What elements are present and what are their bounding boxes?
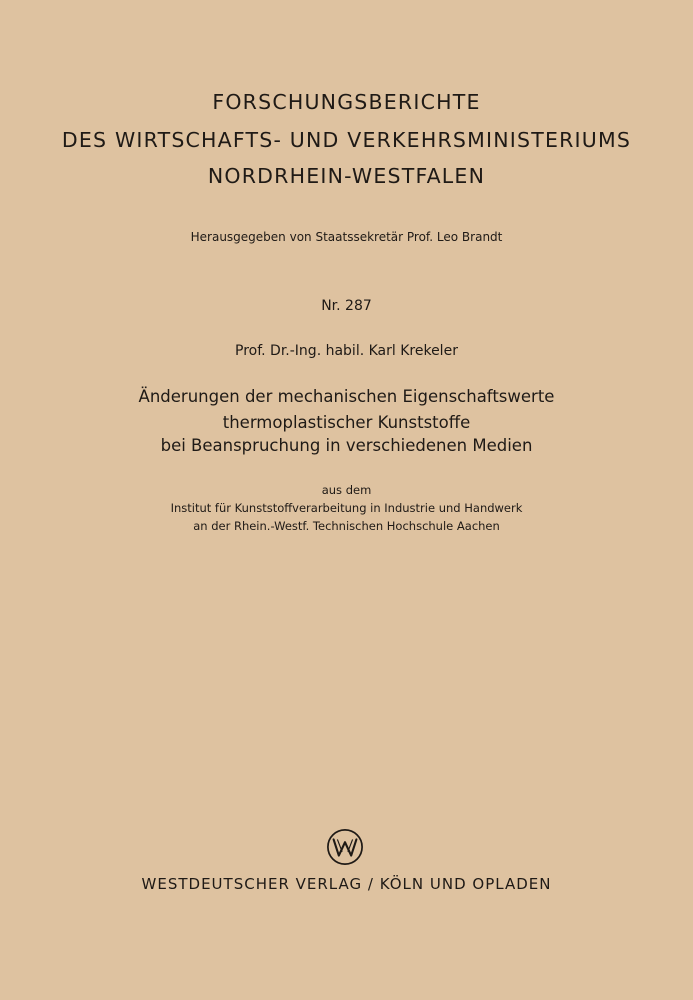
series-title-line-2: DES WIRTSCHAFTS- UND VERKEHRSMINISTERIUMS — [61, 128, 632, 152]
report-title-line-3: bei Beanspruchung in verschiedenen Medien — [160, 436, 533, 455]
origin-line-1: aus dem — [321, 483, 372, 497]
westdeutscher-verlag-logo-icon — [326, 828, 364, 866]
report-number: Nr. 287 — [321, 298, 372, 314]
report-title-line-1: Änderungen der mechanischen Eigenschaftswerte — [138, 387, 555, 406]
series-title-line-3: NORDRHEIN-WESTFALEN — [207, 164, 486, 188]
report-title-line-2: thermoplastischer Kunststoffe — [222, 413, 471, 432]
publisher: WESTDEUTSCHER VERLAG / KÖLN UND OPLADEN — [141, 875, 552, 893]
editor-credit: Herausgegeben von Staatssekretär Prof. Leo Brandt — [190, 230, 503, 244]
series-title-line-1: FORSCHUNGSBERICHTE — [212, 90, 481, 114]
origin-line-2: Institut für Kunststoffverarbeitung in Industrie und Handwerk — [170, 501, 523, 515]
origin-line-3: an der Rhein.-Westf. Technischen Hochschule Aachen — [193, 519, 500, 533]
author: Prof. Dr.-Ing. habil. Karl Krekeler — [235, 343, 458, 359]
